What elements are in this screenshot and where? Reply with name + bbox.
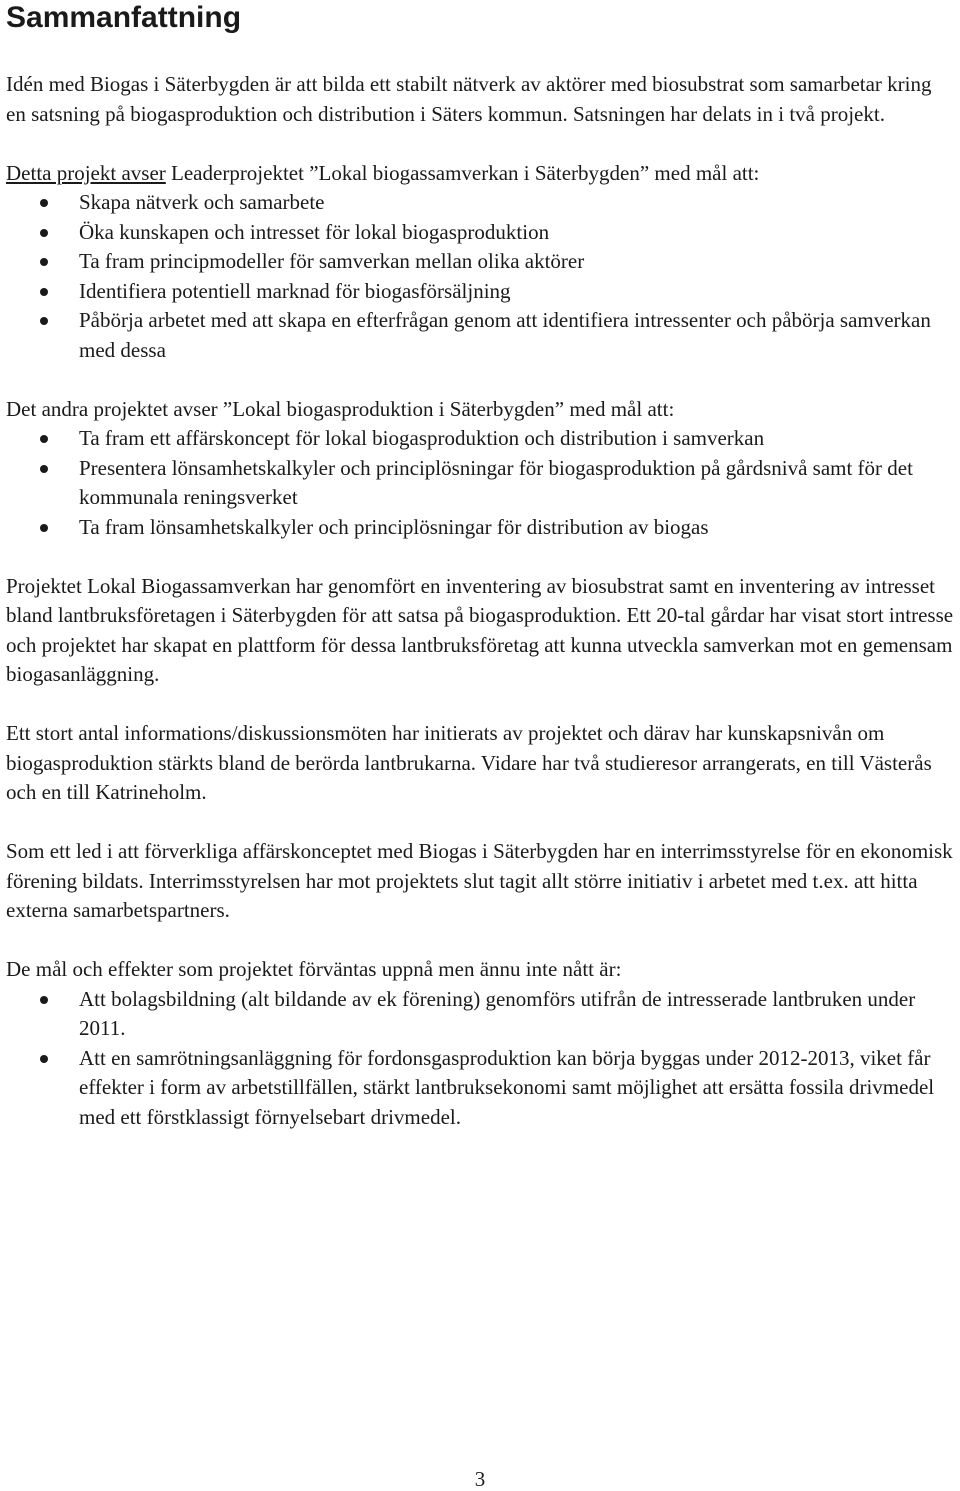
paragraph: Ett stort antal informations/diskussionsmöten har initierats av projektet och därav har kunskapsnivån om biogasproduktion stärkts bland de berörda lantbrukarna. Vidare har två studieresor arrangerats, en till Västerås och en till Katrineholm. bbox=[6, 721, 932, 804]
list-item: Öka kunskapen och intresset för lokal biogasproduktion bbox=[6, 218, 956, 248]
list-item: Skapa nätverk och samarbete bbox=[6, 188, 956, 218]
project1-lead bbox=[6, 159, 956, 189]
document-body bbox=[6, 70, 956, 1162]
list-item: Ta fram lönsamhetskalkyler och principlösningar för distribution av biogas bbox=[6, 513, 956, 543]
list-item: Att en samrötningsanläggning för fordonsgasproduktion kan börja byggas under 2012-2013, viket får effekter i form av arbetstillfällen, stärkt lantbruksekonomi samt möjlighet att ersätta fossila drivmedel med ett förstklassigt förnyelsebart drivmedel. bbox=[6, 1044, 956, 1133]
project1-goal-list bbox=[6, 188, 956, 365]
page-number: 3 bbox=[474, 1467, 486, 1491]
remaining-goals-lead: De mål och effekter som projektet förväntas uppnå men ännu inte nått är: bbox=[6, 957, 622, 981]
list-item: Ta fram ett affärskoncept för lokal biogasproduktion och distribution i samverkan bbox=[6, 424, 956, 454]
list-item: Att bolagsbildning (alt bildande av ek förening) genomförs utifrån de intresserade lantbruken under 2011. bbox=[6, 985, 956, 1044]
remaining-goals-list bbox=[6, 985, 956, 1133]
project1-lead-underlined: Detta projekt avser bbox=[6, 160, 166, 185]
paragraph: Som ett led i att förverkliga affärskonceptet med Biogas i Säterbygden har en interrimsstyrelse för en ekonomisk förening bildats. Interrimsstyrelsen har mot projektets slut tagit allt större initiativ i arbetet med t.ex. att hitta externa samarbetspartners. bbox=[6, 839, 953, 922]
intro-paragraph: Idén med Biogas i Säterbygden är att bilda ett stabilt nätverk av aktörer med biosubstrat som samarbetar kring en satsning på biogasproduktion och distribution i Säters kommun. Satsningen har delats in i två projekt. bbox=[6, 72, 932, 126]
project2-lead: Det andra projektet avser ”Lokal biogasproduktion i Säterbygden” med mål att: bbox=[6, 396, 675, 421]
project2-goal-list bbox=[6, 424, 956, 542]
list-item: Presentera lönsamhetskalkyler och principlösningar för biogasproduktion på gårdsnivå samt för det kommunala reningsverket bbox=[6, 454, 956, 513]
list-item: Påbörja arbetet med att skapa en efterfrågan genom att identifiera intressenter och påbörja samverkan med dessa bbox=[6, 306, 956, 365]
list-item: Identifiera potentiell marknad för biogasförsäljning bbox=[6, 277, 956, 307]
page-title: Sammanfattning bbox=[6, 1, 242, 34]
project1-lead-rest: Leaderprojektet ”Lokal biogassamverkan i Säterbygden” med mål att: bbox=[165, 160, 760, 185]
list-item: Ta fram principmodeller för samverkan mellan olika aktörer bbox=[6, 247, 956, 277]
paragraph: Projektet Lokal Biogassamverkan har genomfört en inventering av biosubstrat samt en inventering av intresset bland lantbruksföretagen i Säterbygden för att satsa på biogasproduktion. Ett 20-tal gårdar har visat stort intresse och projektet har skapat en plattform för dessa lantbruksföretag att kunna utveckla samverkan mot en gemensam biogasanläggning. bbox=[6, 573, 954, 686]
